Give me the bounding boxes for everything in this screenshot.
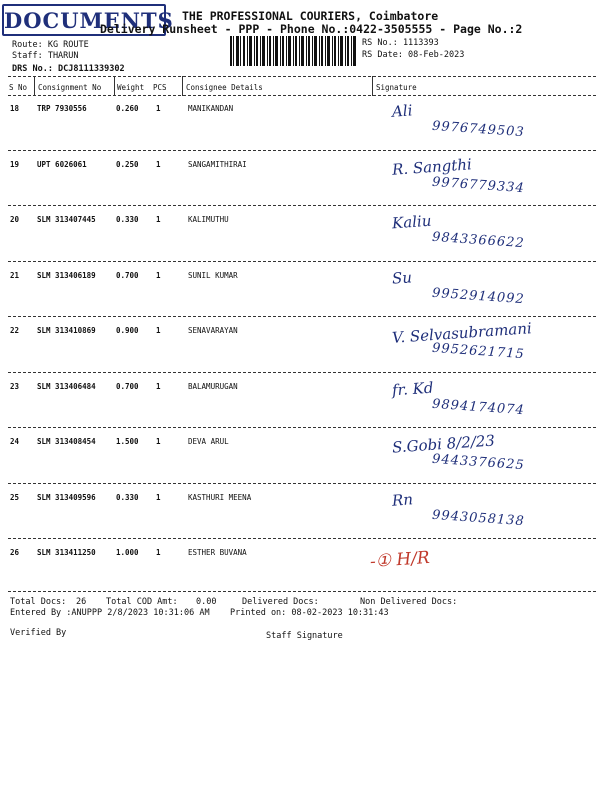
row-sno: 20 [10, 215, 20, 224]
row-divider [8, 427, 596, 428]
col-divider [182, 76, 183, 96]
rs-date: RS Date: 08-Feb-2023 [362, 50, 465, 60]
row-signature-phone: 9976749503 [431, 118, 526, 141]
row-signature-phone: 9976779334 [431, 174, 526, 196]
row-signature-phone: 9943058138 [431, 507, 526, 529]
row-signature-phone: 9843366622 [431, 229, 526, 252]
barcode [230, 36, 356, 66]
row-pcs: 1 [156, 104, 161, 113]
row-consignment-no: SLM 313406484 [37, 381, 96, 391]
row-sno: 23 [10, 381, 20, 391]
row-signature-name: fr. Kd [391, 378, 434, 399]
row-pcs: 1 [156, 381, 161, 391]
total-docs-label: Total Docs: [10, 597, 67, 607]
row-divider [8, 538, 596, 539]
col-divider [372, 76, 373, 96]
row-sno: 19 [10, 159, 20, 169]
staff-label: Staff: THARUN [12, 51, 79, 61]
col-pcs: PCS [153, 83, 167, 92]
row-signature-name: S.Gobi 8/2/23 [391, 431, 496, 457]
row-signature-name: Rn [391, 489, 414, 510]
rs-number: RS No.: 1113393 [362, 38, 439, 48]
col-divider [34, 76, 35, 96]
row-pcs: 1 [156, 270, 161, 280]
row-pcs: 1 [156, 437, 161, 446]
row-divider [8, 205, 596, 206]
staff-signature: Staff Signature [266, 631, 343, 641]
row-pcs: 1 [156, 159, 161, 169]
row-pcs: 1 [156, 326, 161, 335]
col-divider [114, 76, 115, 96]
row-consignment-no: SLM 313410869 [37, 326, 96, 335]
col-weight: Weight [117, 83, 145, 92]
route-label: Route: KG ROUTE [12, 40, 89, 50]
row-weight: 1.500 [116, 437, 139, 446]
row-sno: 24 [10, 437, 20, 446]
row-weight: 0.700 [116, 381, 139, 391]
row-signature-phone: 9894174074 [431, 396, 526, 418]
row-weight: 0.330 [116, 215, 139, 224]
row-weight: 0.260 [116, 104, 139, 113]
row-consignee: KASTHURI MEENA [188, 492, 252, 502]
col-consignee: Consignee Details [186, 83, 263, 92]
row-consignee: MANIKANDAN [188, 104, 234, 113]
drs-number: DRS No.: DCJ8111339302 [12, 64, 125, 74]
documents-stamp: DOCUMENTS [2, 4, 166, 36]
row-weight: 0.900 [116, 326, 139, 335]
col-sno: S No [9, 83, 28, 92]
total-cod-value: 0.00 [196, 597, 217, 607]
col-consignment: Consignment No [38, 83, 102, 92]
row-signature-name: Ali [391, 101, 414, 121]
row-signature-name: V. Selvasubramani [391, 319, 533, 347]
row-divider [8, 150, 596, 151]
row-consignment-no: SLM 313411250 [37, 548, 96, 557]
row-weight: 0.250 [116, 159, 139, 169]
row-signature-name: Kaliu [391, 211, 432, 233]
row-divider [8, 316, 596, 317]
row-sno: 18 [10, 104, 20, 113]
row-signature-name: Su [391, 267, 413, 288]
row-weight: 0.330 [116, 492, 139, 502]
printed-on: Printed on: 08-02-2023 10:31:43 [230, 608, 389, 618]
row-consignee: DEVA ARUL [188, 437, 229, 446]
runsheet-subtitle: Delivery Runsheet - PPP - Phone No.:0422-3505555 - Page No.:2 [100, 22, 523, 36]
row-consignee: BALAMURUGAN [188, 381, 238, 391]
row-sno: 25 [10, 492, 20, 502]
row-signature-name: R. Sangthi [391, 154, 473, 179]
row-divider [8, 261, 596, 262]
non-delivered-docs-label: Non Delivered Docs: [360, 597, 458, 607]
row-consignment-no: SLM 313406189 [37, 270, 96, 280]
row-consignment-no: SLM 313409596 [37, 492, 96, 502]
row-pcs: 1 [156, 492, 161, 502]
entered-by: Entered By :ANUPPP 2/8/2023 10:31:06 AM [10, 608, 210, 618]
footer-rule [8, 591, 596, 592]
company-title: THE PROFESSIONAL COURIERS, Coimbatore [182, 9, 439, 23]
row-pcs: 1 [156, 215, 161, 224]
header-bottom-rule [8, 95, 596, 96]
delivered-docs-label: Delivered Docs: [242, 597, 319, 607]
row-divider [8, 372, 596, 373]
row-sno: 22 [10, 326, 20, 335]
row-consignee: ESTHER BUVANA [188, 548, 247, 557]
row-consignee: KALIMUTHU [188, 215, 229, 224]
row-weight: 1.000 [116, 548, 139, 557]
row-signature-name: -① H/R [369, 547, 431, 573]
row-consignment-no: SLM 313408454 [37, 437, 96, 446]
row-consignment-no: TRP 7930556 [37, 104, 87, 113]
total-cod-label: Total COD Amt: [106, 597, 178, 607]
total-docs-value: 26 [76, 597, 87, 607]
row-weight: 0.700 [116, 270, 139, 280]
row-sno: 21 [10, 270, 20, 280]
verified-by: Verified By [10, 628, 67, 638]
row-divider [8, 483, 596, 484]
row-signature-phone: 9952621715 [431, 340, 526, 363]
row-signature-phone: 9952914092 [431, 285, 526, 307]
row-sno: 26 [10, 548, 20, 557]
row-consignee: SENAVARAYAN [188, 326, 238, 335]
row-pcs: 1 [156, 548, 161, 557]
row-consignment-no: SLM 313407445 [37, 215, 96, 224]
row-signature-phone: 9443376625 [431, 451, 526, 474]
row-consignment-no: UPT 6026061 [37, 159, 87, 169]
col-signature: Signature [376, 83, 417, 92]
header-top-rule [8, 76, 596, 77]
row-consignee: SANGAMITHIRAI [188, 159, 247, 169]
row-consignee: SUNIL KUMAR [188, 270, 238, 280]
